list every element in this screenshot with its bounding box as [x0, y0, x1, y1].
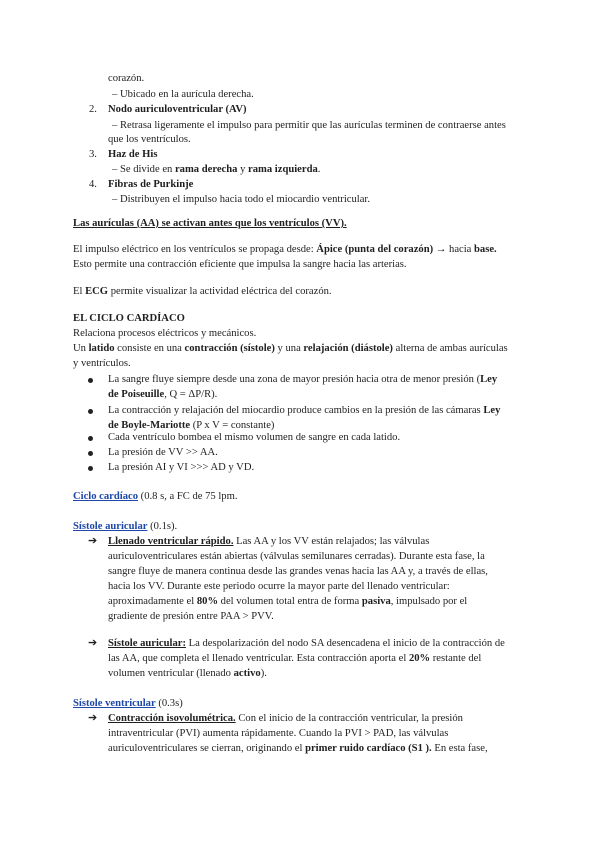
- text-line: Esto permite una contracción eficiente que impulsa la sangre hacia las arterias.: [73, 259, 407, 270]
- text-line: [108, 712, 463, 725]
- text-line: [73, 243, 497, 256]
- text-run: (0.8 s, a FC de 75 lpm.: [138, 491, 238, 502]
- text-line: [73, 520, 177, 533]
- text-line: hacia los VV. Durante este periodo ocurre la mayor parte del llenado ventricular:: [108, 581, 450, 592]
- text-line: [108, 667, 267, 680]
- text-run: aproximadamente el: [108, 596, 197, 607]
- text-run: .: [317, 164, 321, 175]
- text-run: Ley: [480, 374, 498, 385]
- text-line: gradiente de presión entre PAA > PVV.: [108, 611, 274, 622]
- text-run: rama izquierda: [248, 164, 318, 175]
- text-run: Las AA y los VV están relajados; las válvulas: [233, 536, 430, 547]
- text-run: activo: [233, 668, 261, 679]
- arrow-bullet-icon: ➔: [88, 535, 98, 547]
- text-line: [108, 388, 217, 401]
- item-title: Llenado ventricular rápido.: [108, 536, 234, 547]
- list-item-title: Haz de His: [108, 149, 158, 160]
- text-run: , impulsado por el: [390, 596, 468, 607]
- text-run: restante del: [430, 653, 482, 664]
- arrow-bullet-icon: ➔: [88, 637, 98, 649]
- text-line: Relaciona procesos eléctricos y mecánicos.: [73, 328, 257, 339]
- text-line: y ventrículos.: [73, 358, 131, 369]
- text-line: [108, 742, 488, 755]
- list-number: 3.: [89, 149, 97, 160]
- text-run: (P x V = constante): [190, 420, 275, 431]
- text-line: [73, 697, 183, 710]
- text-run: (0.1s).: [147, 521, 178, 532]
- text-run: ECG: [85, 286, 109, 297]
- text-line: [108, 373, 497, 386]
- item-title: Contracción isovolumétrica.: [108, 713, 236, 724]
- text-run: pasiva: [361, 596, 391, 607]
- text-line: [73, 342, 508, 355]
- text-run: volumen ventricular (llenado: [108, 668, 234, 679]
- text-run: La despolarización del nodo SA desencadena el inicio de la contracción de: [185, 638, 505, 649]
- bullet: [88, 378, 93, 383]
- text-run: de Boyle-Mariotte: [108, 420, 191, 431]
- text-run: 80%: [196, 596, 219, 607]
- text-line: [108, 637, 505, 650]
- text-run: relajación (diástole): [303, 343, 393, 354]
- text-run: latido: [88, 343, 115, 354]
- list-number: 4.: [89, 179, 97, 190]
- list-number: 2.: [89, 104, 97, 115]
- text-run: ).: [260, 668, 267, 679]
- text-run: primer ruido cardíaco (S1 ).: [305, 743, 432, 754]
- text-line: [108, 652, 481, 665]
- text-line: [73, 285, 332, 298]
- text-run: contracción (sístole): [184, 343, 275, 354]
- text-run: de Poiseuille: [108, 389, 165, 400]
- text-run: , Q = ΔP/R).: [164, 389, 218, 400]
- text-run: – Se divide en: [112, 164, 175, 175]
- text-line: [108, 595, 467, 608]
- text-run: El: [73, 286, 86, 297]
- list-item-title: Nodo auriculoventricular (AV): [108, 104, 247, 115]
- text-run: alterna de ambas aurículas: [392, 343, 508, 354]
- sistole-ventricular-label: Sístole ventricular: [73, 698, 156, 709]
- section-heading: EL CICLO CARDÍACO: [73, 313, 185, 324]
- text-run: base.: [474, 244, 497, 255]
- text-run: El impulso eléctrico en los ventrículos se propaga desde:: [73, 244, 317, 255]
- text-run: y: [237, 164, 249, 175]
- text-run: las AA, que completa el llenado ventricular. Esta contracción aporta el: [108, 653, 409, 664]
- text-run: del volumen total entra de forma: [218, 596, 362, 607]
- text-run: consiste en una: [114, 343, 185, 354]
- text-line: auriculoventriculares están abiertas (válvulas semilunares cerradas). Durante esta fase, la: [108, 551, 485, 562]
- bullet: [88, 436, 93, 441]
- arrow-bullet-icon: ➔: [88, 712, 98, 724]
- text-line: [108, 404, 500, 417]
- text-line: corazón.: [108, 73, 145, 84]
- bullet: [88, 466, 93, 471]
- text-run: (0.3s): [155, 698, 183, 709]
- text-line: sangre fluye de manera continua desde las grandes venas hacia las AA y, a través de ellas,: [108, 566, 488, 577]
- text-line: intraventricular (PVI) aumenta rápidamente. Cuando la PVI > PAD, las válvulas: [108, 728, 449, 739]
- text-line: La presión de VV >> AA.: [108, 447, 218, 458]
- text-run: Ley: [483, 405, 501, 416]
- text-run: permite visualizar la actividad eléctrica del corazón.: [108, 286, 332, 297]
- text-run: La sangre fluye siempre desde una zona de mayor presión hacia otra de menor presión (: [108, 374, 481, 385]
- list-item-title: Fibras de Purkinje: [108, 179, 194, 190]
- text-line: [108, 535, 429, 548]
- text-line: Cada ventrículo bombea el mismo volumen de sangre en cada latido.: [108, 432, 401, 443]
- text-run: → hacia: [433, 244, 475, 255]
- text-line: – Retrasa ligeramente el impulso para permitir que las aurículas terminen de contraerse antes: [112, 120, 506, 131]
- text-run: En esta fase,: [431, 743, 488, 754]
- text-line: [112, 163, 320, 176]
- bullet: [88, 409, 93, 414]
- text-run: auriculoventriculares se cierran, originando el: [108, 743, 306, 754]
- text-run: 20%: [408, 653, 431, 664]
- sistole-auricular-label: Sístole auricular: [73, 521, 148, 532]
- text-line: [73, 490, 238, 503]
- text-run: La contracción y relajación del miocardio produce cambios en la presión de las cámaras: [108, 405, 484, 416]
- ciclo-cardiaco-label: Ciclo cardíaco: [73, 491, 139, 502]
- text-run: Un: [73, 343, 89, 354]
- text-line: – Distribuyen el impulso hacia todo el miocardio ventricular.: [112, 194, 371, 205]
- item-title: Sístole auricular:: [108, 638, 186, 649]
- text-run: y una: [274, 343, 304, 354]
- text-run: rama derecha: [174, 164, 238, 175]
- text-line: – Ubicado en la aurícula derecha.: [112, 89, 254, 100]
- bullet: [88, 451, 93, 456]
- text-line: que los ventrículos.: [108, 134, 191, 145]
- text-line: La presión AI y VI >>> AD y VD.: [108, 462, 255, 473]
- text-run: Con el inicio de la contracción ventricular, la presión: [235, 713, 463, 724]
- text-run: Ápice (punta del corazón): [316, 244, 434, 255]
- note-heading: Las aurículas (AA) se activan antes que los ventrículos (VV).: [73, 218, 347, 229]
